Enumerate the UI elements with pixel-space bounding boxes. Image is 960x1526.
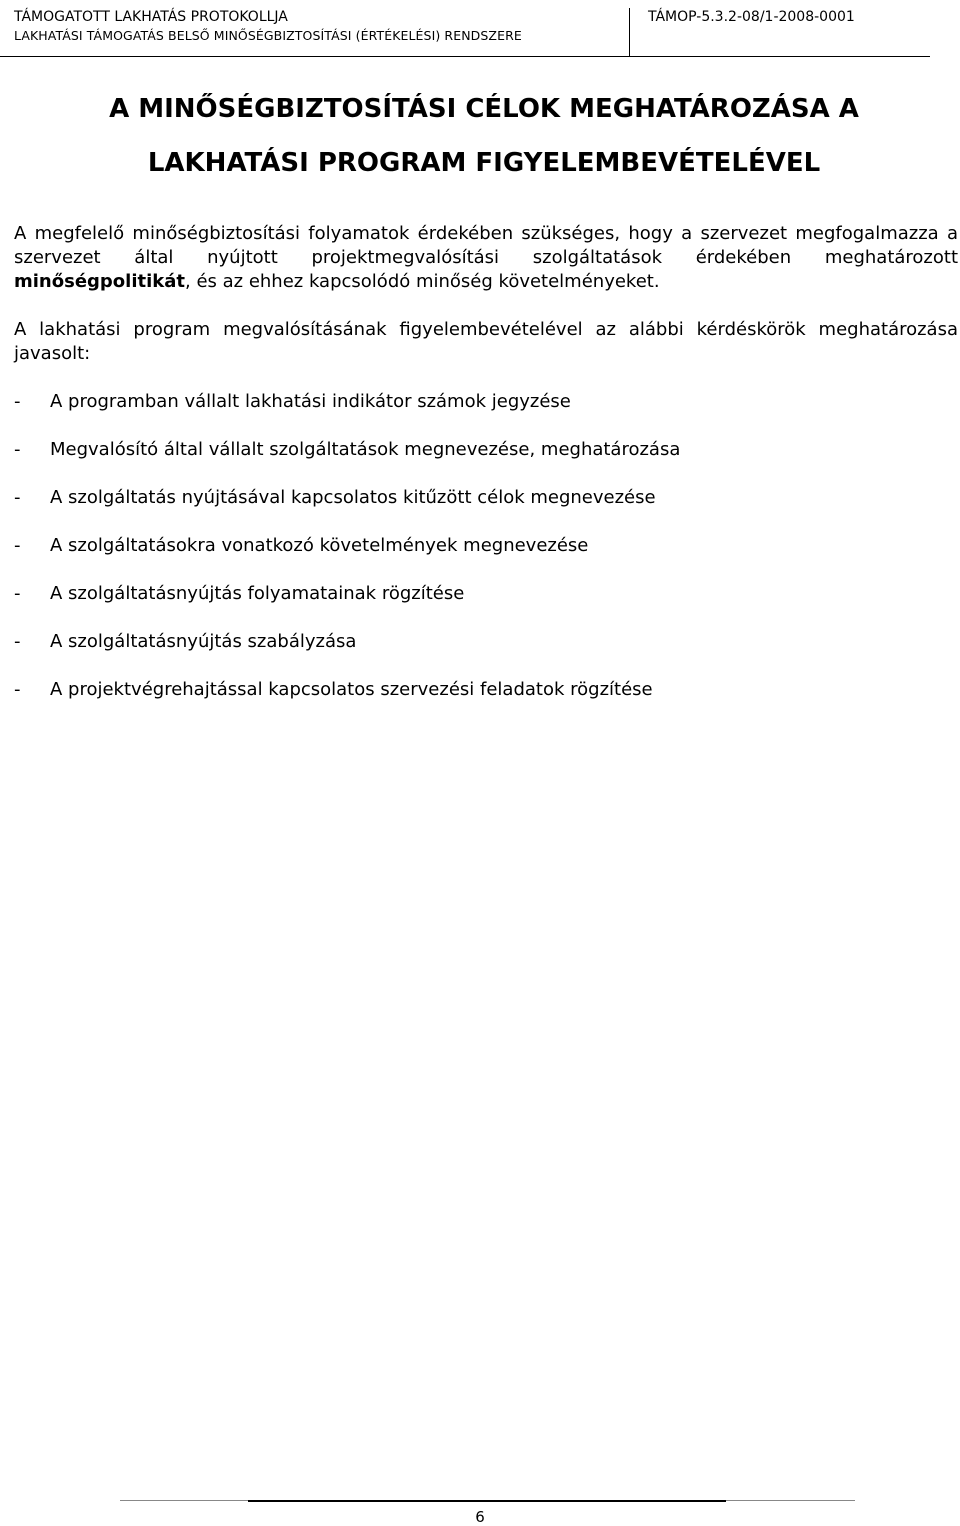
list-dash: - (14, 439, 21, 460)
page-number: 6 (475, 1508, 485, 1526)
list-item (14, 390, 944, 414)
list-dash: - (14, 583, 21, 604)
list-item-text: A szolgáltatás nyújtásával kapcsolatos kitűzött célok megnevezése (50, 487, 656, 508)
recommendation-paragraph: A lakhatási program megvalósításának figyelembevételével az alábbi kérdéskörök meghatározása javasolt: (14, 319, 958, 364)
list-item-text: A szolgáltatásnyújtás folyamatainak rögzítése (50, 583, 465, 604)
intro-text-start: A megfelelő minőségbiztosítási folyamatok érdekében szükséges, hogy a szervezet megfogalmazza a szervezet által nyújtott projektmegvalósítási szolgáltatások érdekében meghatározott (14, 223, 958, 268)
list-item (14, 582, 944, 606)
list-item (14, 630, 944, 654)
list-dash: - (14, 679, 21, 700)
list-dash: - (14, 391, 21, 412)
intro-bold-term: minőségpolitikát (14, 271, 185, 292)
header-subtitle: LAKHATÁSI TÁMOGATÁS BELSŐ MINŐSÉGBIZTOSÍTÁSI (ÉRTÉKELÉSI) RENDSZERE (14, 28, 522, 43)
list-dash: - (14, 631, 21, 652)
list-item-text: Megvalósító által vállalt szolgáltatások megnevezése, meghatározása (50, 439, 681, 460)
list-dash: - (14, 487, 21, 508)
header-title: TÁMOGATOTT LAKHATÁS PROTOKOLLJA (14, 9, 288, 25)
section-title-line-2: LAKHATÁSI PROGRAM FIGYELEMBEVÉTELÉVEL (147, 148, 821, 178)
list-item-text: A szolgáltatásnyújtás szabályzása (50, 631, 357, 652)
list-item-text: A szolgáltatásokra vonatkozó követelmények megnevezése (50, 535, 589, 556)
section-title-line-1: A MINŐSÉGBIZTOSÍTÁSI CÉLOK MEGHATÁROZÁSA A (109, 94, 859, 124)
intro-text-end: , és az ehhez kapcsolódó minőség követelményeket. (185, 271, 660, 292)
header-left-block (14, 8, 630, 56)
list-item (14, 534, 944, 558)
page-header (0, 0, 930, 57)
list-item (14, 486, 944, 510)
list-item-text: A projektvégrehajtással kapcsolatos szervezési feladatok rögzítése (50, 679, 653, 700)
section-title (12, 82, 956, 190)
list-item-text: A programban vállalt lakhatási indikátor számok jegyzése (50, 391, 571, 412)
topic-list (14, 390, 944, 726)
header-project-code: TÁMOP-5.3.2-08/1-2008-0001 (648, 9, 855, 25)
intro-paragraph (14, 222, 958, 294)
list-dash: - (14, 535, 21, 556)
footer-rule-bold (248, 1500, 726, 1502)
list-item (14, 678, 944, 702)
list-item (14, 438, 944, 462)
